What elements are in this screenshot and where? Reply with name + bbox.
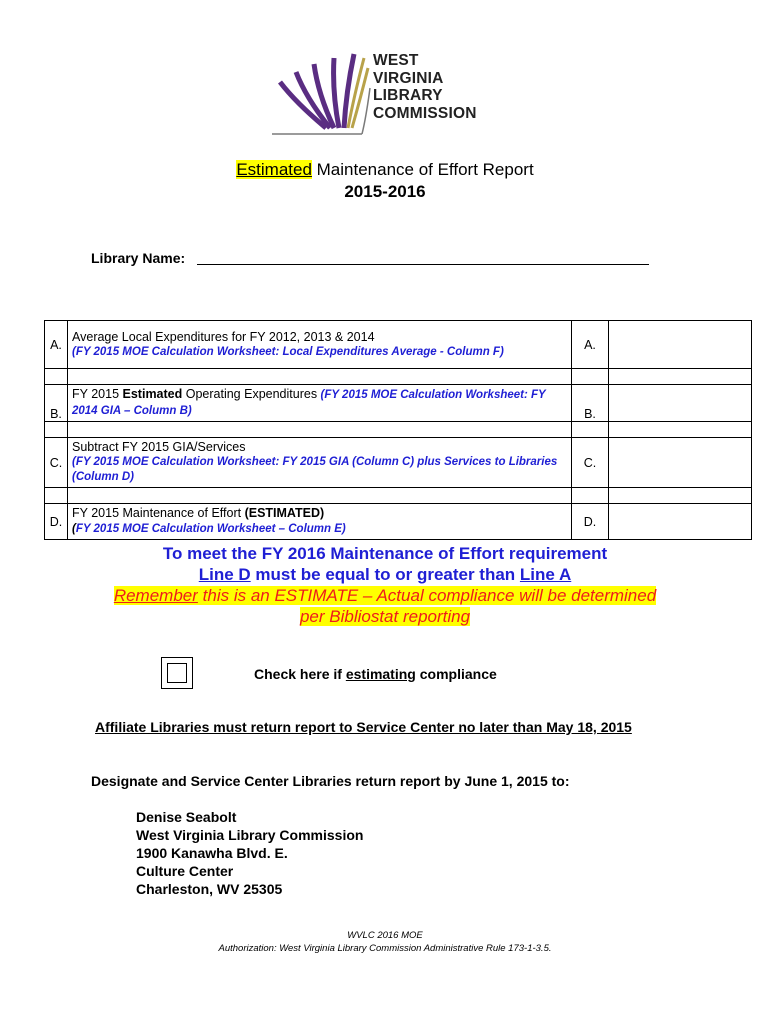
value-cell-b[interactable] [609,385,752,422]
footer-authorization: Authorization: West Virginia Library Commission Administrative Rule 173-1-3.5. [218,943,552,954]
table-row [45,438,752,488]
row-letter: D. [45,504,68,540]
row-description [68,438,572,488]
designate-deadline: Designate and Service Center Libraries return report by June 1, 2015 to: [91,773,570,789]
row-letter: B. [45,385,68,422]
mailing-address [136,808,363,898]
row-text-bold: Estimated [122,387,183,401]
remember-line-2 [0,607,770,627]
value-cell-d[interactable] [609,504,752,540]
row-right-letter: B. [572,385,609,422]
value-cell-a[interactable] [609,321,752,369]
row-text-pre: FY 2015 [72,387,123,401]
row-text-bold: (ESTIMATED) [244,506,325,520]
library-name-label: Library Name: [91,250,186,266]
table-row [45,504,752,540]
checkbox-label-underlined: estimating [345,666,416,682]
row-description [68,385,572,422]
row-note-line [72,521,567,537]
footer-code: WVLC 2016 MOE [347,930,423,941]
address-line: West Virginia Library Commission [136,827,364,843]
checkbox-label-pre: Check here if [254,666,346,682]
table-row [45,321,752,369]
logo-text [373,52,477,122]
row-text-pre: FY 2015 Maintenance of Effort [72,506,245,520]
row-text: Subtract FY 2015 GIA/Services [72,440,246,454]
spacer-row [45,488,752,504]
estimated-highlight: Estimated [236,160,312,179]
row-right-letter: D. [572,504,609,540]
requirement-middle: must be equal to or greater than [250,565,520,584]
report-title [0,160,770,180]
row-text-post: Operating Expenditures [182,387,321,401]
row-note: (FY 2015 MOE Calculation Worksheet: FY 2015 GIA (Column C) plus Services to Libraries (Column D) [72,456,558,483]
logo-line: LIBRARY [373,87,443,105]
row-description [68,504,572,540]
report-year: 2015-2016 [344,182,426,201]
remember-line-1 [0,586,770,606]
row-note: FY 2015 MOE Calculation Worksheet – Column E) [75,523,346,535]
title-rest: Maintenance of Effort Report [311,160,534,179]
logo-line: WEST [373,52,419,69]
table-row [45,385,752,422]
address-line: Denise Seabolt [136,809,237,825]
row-text [72,387,567,419]
address-line: 1900 Kanawha Blvd. E. [136,845,288,861]
checkbox-label [254,666,497,682]
logo-line: COMMISSION [373,104,477,122]
value-cell-c[interactable] [609,438,752,488]
logo-line: VIRGINIA [373,69,444,87]
spacer-row [45,369,752,385]
line-d-ref: Line D [198,565,251,584]
row-right-letter: C. [572,438,609,488]
row-letter: C. [45,438,68,488]
remember-highlight [114,586,656,605]
compliance-checkbox-inner [167,663,187,683]
row-note: (FY 2015 MOE Calculation Worksheet: FY 2014 GIA – Column B) [72,389,546,417]
row-text [72,506,567,521]
affiliate-deadline: Affiliate Libraries must return report to Service Center no later than May 18, 2015 [95,719,632,735]
moe-table [44,320,752,540]
library-name-field[interactable] [197,264,649,265]
requirement-line-2 [0,565,770,585]
row-note: (FY 2015 MOE Calculation Worksheet: Local Expenditures Average - Column F) [72,345,504,358]
checkbox-label-post: compliance [415,666,497,682]
row-letter: A. [45,321,68,369]
address-line: Charleston, WV 25305 [136,881,283,897]
remember-word: Remember [113,586,198,605]
row-note-paren: ( [72,523,76,535]
row-text: Average Local Expenditures for FY 2012, 2013 & 2014 [72,329,375,344]
row-right-letter: A. [572,321,609,369]
remember-line-2-text: per Bibliostat reporting [299,607,471,626]
line-a-ref: Line A [519,565,572,584]
remember-rest: this is an ESTIMATE – Actual compliance will be determined [197,586,657,605]
spacer-row [45,422,752,438]
row-description [68,321,572,369]
requirement-line-1: To meet the FY 2016 Maintenance of Effort requirement [162,544,608,563]
address-line: Culture Center [136,863,234,879]
